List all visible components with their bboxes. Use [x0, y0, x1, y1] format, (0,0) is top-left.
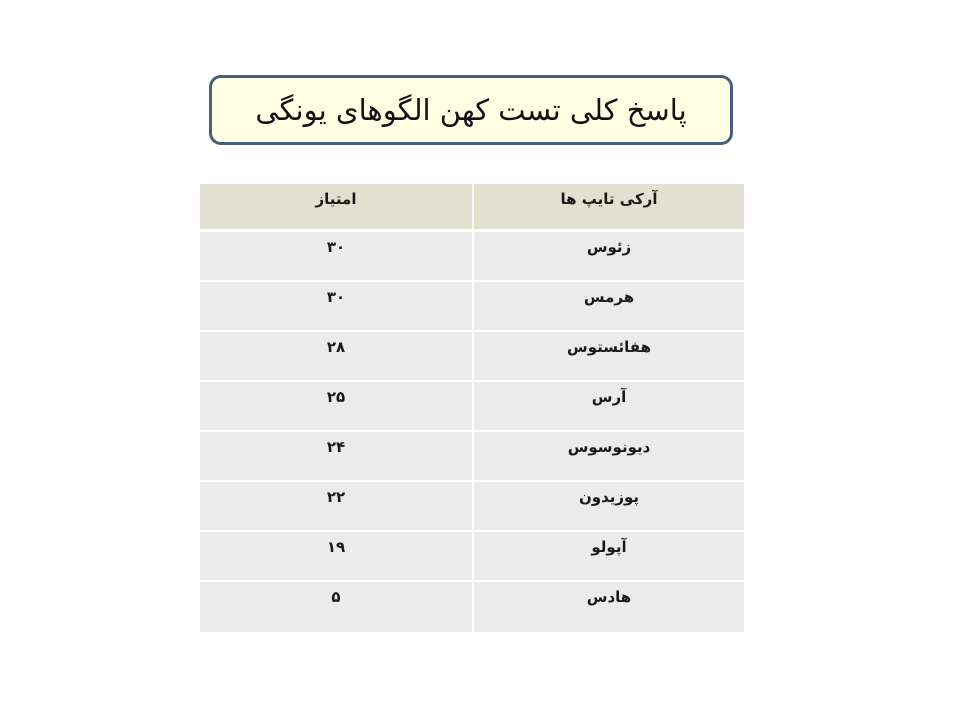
archetype-cell: دیونوسوس [472, 432, 744, 482]
table-row [200, 282, 744, 332]
header-score: امتیاز [200, 184, 472, 232]
archetype-score-table [200, 184, 744, 632]
title-box [209, 75, 733, 145]
archetype-cell: هادس [472, 582, 744, 632]
header-archetype: آرکی تایپ ها [472, 184, 744, 232]
table-row [200, 582, 744, 632]
page-title: پاسخ کلی تست کهن الگوهای یونگی [255, 93, 687, 127]
score-cell: ۲۸ [200, 332, 472, 382]
score-cell: ۳۰ [200, 282, 472, 332]
score-cell: ۲۵ [200, 382, 472, 432]
table-row [200, 382, 744, 432]
score-cell: ۵ [200, 582, 472, 632]
archetype-cell: هرمس [472, 282, 744, 332]
archetype-cell: زئوس [472, 232, 744, 282]
table-row [200, 432, 744, 482]
table-row [200, 532, 744, 582]
table-header-row [200, 184, 744, 232]
score-cell: ۲۲ [200, 482, 472, 532]
table-row [200, 232, 744, 282]
archetype-cell: هفائستوس [472, 332, 744, 382]
archetype-cell: پوزیدون [472, 482, 744, 532]
archetype-cell: آپولو [472, 532, 744, 582]
score-cell: ۳۰ [200, 232, 472, 282]
score-cell: ۱۹ [200, 532, 472, 582]
score-cell: ۲۴ [200, 432, 472, 482]
table-row [200, 332, 744, 382]
archetype-cell: آرس [472, 382, 744, 432]
table-row [200, 482, 744, 532]
